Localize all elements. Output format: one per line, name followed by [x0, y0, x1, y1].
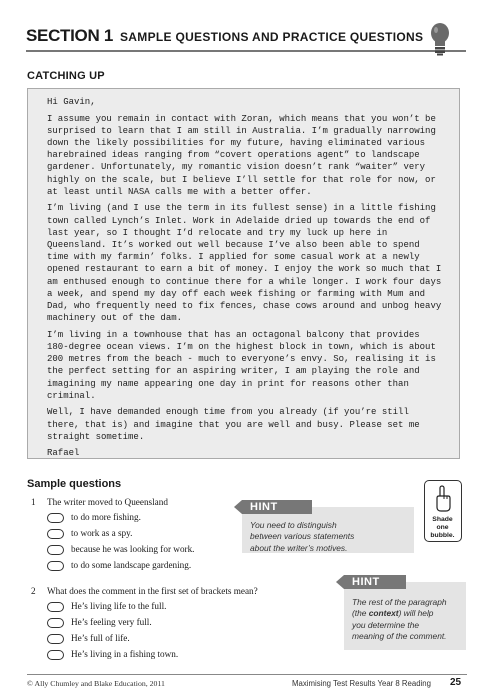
passage-box: [27, 88, 460, 459]
answer-bubble[interactable]: [47, 618, 64, 628]
hint-text: The rest of the paragraph (the context) will help you determine the meaning of the comment.: [352, 597, 447, 642]
book-title: Maximising Test Results Year 8 Reading: [292, 679, 431, 688]
pointing-hand-icon: [434, 485, 452, 513]
passage-paragraph: Hi Gavin,: [47, 97, 96, 107]
header-rule: [26, 50, 466, 52]
hint-label: HINT: [352, 576, 380, 588]
question-number: 2: [31, 586, 36, 596]
answer-option-text: to do some landscape gardening.: [71, 560, 192, 570]
hint-arrow-icon: [234, 500, 242, 514]
page-number: 25: [450, 677, 462, 688]
hint-tag: [242, 500, 312, 514]
answer-option-text: to work as a spy.: [71, 528, 133, 538]
answer-option-text: to do more fishing.: [71, 512, 141, 522]
passage-paragraph: Well, I have demanded enough time from you already (if you’re still there, that is) and imagine that you are well and busy. Please set me straight sometime.: [47, 407, 420, 442]
sample-questions-heading: Sample questions: [27, 478, 122, 490]
hint-label: HINT: [250, 501, 278, 513]
footer-rule: [27, 674, 467, 675]
answer-option-text: He’s feeling very full.: [71, 617, 152, 627]
shade-instruction: Shade one bubble.: [430, 516, 455, 539]
passage-title: CATCHING UP: [27, 70, 105, 82]
answer-bubble[interactable]: [47, 634, 64, 644]
answer-bubble[interactable]: [47, 602, 64, 612]
answer-bubble[interactable]: [47, 529, 64, 539]
passage-signature: Rafael: [47, 448, 80, 459]
answer-bubble[interactable]: [47, 650, 64, 660]
hint-text: You need to distinguish between various statements about the writer’s motives.: [250, 520, 355, 553]
shade-one-bubble-card: [424, 480, 462, 542]
hint-tag: [344, 575, 406, 589]
passage-paragraph: I’m living in a townhouse that has an octagonal balcony that provides 180-degree ocean views. I’m on the highest block in town, which is about 200 metres from the beach - much to everyone’s envy. So, realising it is the perfect setting for an aspiring writer, I am playing the role and imagining my name appearing one day in print for reasons other than criminal.: [47, 329, 436, 401]
hint-arrow-icon: [336, 575, 344, 589]
question-number: 1: [31, 497, 36, 507]
answer-option-text: He’s living life to the full.: [71, 601, 167, 611]
answer-bubble[interactable]: [47, 513, 64, 523]
answer-option-text: He’s living in a fishing town.: [71, 649, 179, 659]
question-stem: The writer moved to Queensland: [47, 497, 168, 507]
hint-box: [344, 582, 466, 650]
section-header: [26, 22, 466, 56]
section-number: SECTION 1: [26, 26, 114, 45]
answer-option-text: He’s full of life.: [71, 633, 130, 643]
answer-bubble[interactable]: [47, 545, 64, 555]
section-title: SAMPLE QUESTIONS AND PRACTICE QUESTIONS: [120, 30, 424, 44]
question-stem: What does the comment in the first set of brackets mean?: [47, 586, 258, 596]
copyright-text: © Ally Chumley and Blake Education, 2011: [27, 679, 165, 688]
answer-option-text: because he was looking for work.: [71, 544, 195, 554]
lightbulb-icon: [428, 22, 452, 56]
answer-bubble[interactable]: [47, 561, 64, 571]
passage-paragraph: I’m living (and I use the term in its fullest sense) in a little fishing town called Lynch’s Inlet. Work in Adelaide dried up towards the end of last year, so I thought I’d relocate and try my luck up here in Queensland. It’s worked out well because I’ve also been able to spend time with my farmin’ folks. I applied for some casual work at a newly opened restaurant to earn a bit of money. I enjoy the work so much that I am enthused enough to continue there for a while longer. I work four days a week, and spend my day off each week fishing or farming with Mum and Dad, who frequently need to fix fences, chase cows around and unbog heavy machinery out of the dam.: [47, 203, 442, 324]
passage-paragraph: I assume you remain in contact with Zoran, which means that you won’t be surprised to learn that I am still in Australia. I’m gradually narrowing down the likely possibilities for my future, having eliminated various harebrained ideas ranging from “covert operations agent” to landscape gardener. Unfortunately, my romantic vision doesn’t rank “waiter” very highly on the scale, but I believe I’ll settle for that role for now, or at least until NASA calls me with a better offer.: [47, 113, 436, 197]
passage-text: [47, 96, 445, 464]
